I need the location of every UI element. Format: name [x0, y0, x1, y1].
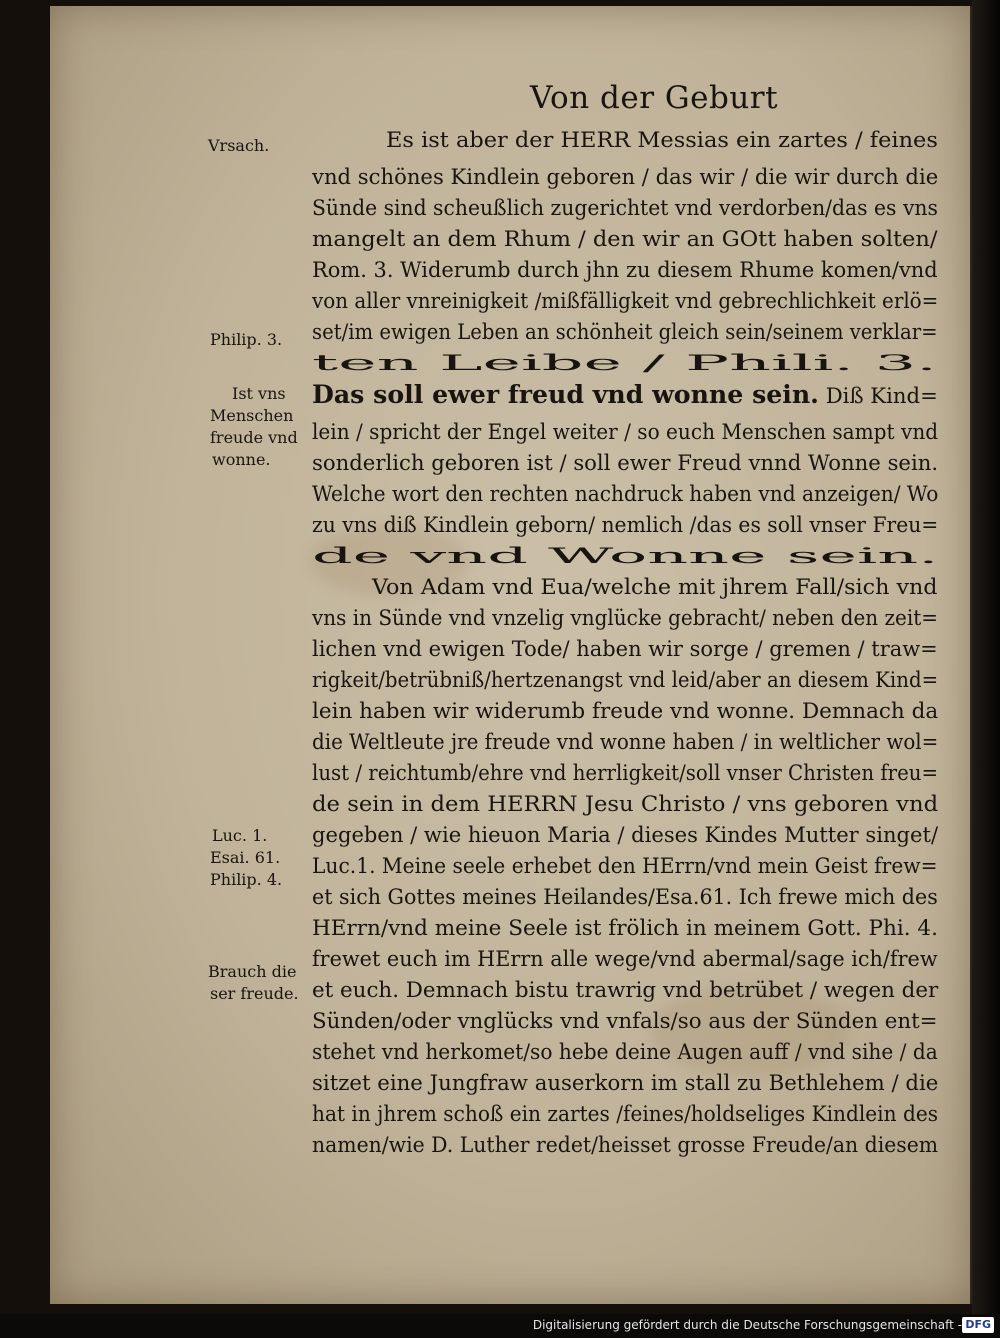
- margin-note: freude vnd: [210, 428, 298, 447]
- body-line: Luc.1. Meine seele erhebet den HErrn/vnd mein Geist frew=: [312, 854, 938, 878]
- section-heading: Das soll ewer freud vnd wonne sein.: [312, 380, 819, 409]
- dfg-logo: DFG: [962, 1317, 994, 1333]
- body-line: hat in jhrem schoß ein zartes /feines/holdseliges Kindlein des: [312, 1102, 939, 1126]
- body-line: stehet vnd herkomet/so hebe deine Augen auff / vnd sihe / da: [312, 1040, 938, 1064]
- body-line: lichen vnd ewigen Tode/ haben wir sorge / gremen / traw=: [312, 637, 938, 661]
- body-line: et euch. Demnach bistu trawrig vnd betrübet / wegen der: [312, 978, 939, 1002]
- margin-note: Ist vns: [232, 384, 286, 403]
- margin-note: Menschen: [210, 406, 294, 425]
- running-header: Von der Geburt: [530, 80, 779, 116]
- body-line: Es ist aber der HERR Messias ein zartes / feines: [386, 128, 938, 152]
- margin-note: Brauch die: [208, 962, 297, 981]
- margin-note: wonne.: [212, 450, 271, 469]
- margin-note: Philip. 3.: [210, 330, 283, 349]
- body-line: mangelt an dem Rhum / den wir an GOtt haben solten/: [312, 227, 938, 251]
- section-heading-rest: Diß Kind=: [825, 384, 938, 408]
- body-line: von aller vnreinigkeit /mißfälligkeit vnd gebrechlichkeit erlö=: [312, 289, 939, 313]
- body-line: lein / spricht der Engel weiter / so euch Menschen sampt vnd: [312, 420, 939, 444]
- section-heading-line: [312, 380, 938, 409]
- body-line: sonderlich geboren ist / soll ewer Freud vnnd Wonne sein.: [312, 451, 939, 475]
- body-line: namen/wie D. Luther redet/heisset grosse Freude/an diesem: [312, 1133, 939, 1157]
- body-line: lein haben wir widerumb freude vnd wonne. Demnach da: [312, 699, 939, 723]
- body-line: die Weltleute jre freude vnd wonne haben / in weltlicher wol=: [312, 730, 939, 754]
- body-line: sitzet eine Jungfraw auserkorn im stall zu Bethlehem / die: [312, 1071, 939, 1095]
- body-line: vns in Sünde vnd vnzelig vnglücke gebracht/ neben den zeit=: [312, 606, 939, 630]
- body-line: Rom. 3. Widerumb durch jhn zu diesem Rhume komen/vnd: [312, 258, 938, 282]
- margin-note: Philip. 4.: [210, 870, 283, 889]
- body-line: ten Leibe / Phili. 3.: [312, 351, 937, 375]
- body-line: HErrn/vnd meine Seele ist frölich in meinem Gott. Phi. 4.: [312, 916, 938, 940]
- margin-note: Esai. 61.: [210, 848, 281, 867]
- body-line: zu vns diß Kindlein geborn/ nemlich /das es soll vnser Freu=: [312, 513, 939, 537]
- page-edge: [972, 0, 1000, 1314]
- digitization-footer: [0, 1314, 1000, 1338]
- body-line: Sünde sind scheußlich zugerichtet vnd verdorben/das es vns: [312, 196, 938, 220]
- body-line: Sünden/oder vnglücks vnd vnfals/so aus der Sünden ent=: [312, 1009, 938, 1033]
- margin-note: ser freude.: [210, 984, 299, 1003]
- footer-credit: Digitalisierung gefördert durch die Deutsche Forschungsgemeinschaft -: [532, 1318, 962, 1332]
- body-line: Welche wort den rechten nachdruck haben vnd anzeigen/ Wo: [312, 482, 939, 506]
- body-line: frewet euch im HErrn alle wege/vnd abermal/sage ich/frew: [312, 947, 938, 971]
- body-line: vnd schönes Kindlein geboren / das wir / die wir durch die: [312, 165, 939, 189]
- margin-note: Luc. 1.: [212, 826, 268, 845]
- body-line: de sein in dem HERRN Jesu Christo / vns geboren vnd: [312, 792, 939, 816]
- margin-note: Vrsach.: [208, 136, 270, 155]
- body-line: set/im ewigen Leben an schönheit gleich sein/seinem verklar=: [312, 320, 938, 344]
- body-line: de vnd Wonne sein.: [312, 544, 939, 568]
- body-line: rigkeit/betrübniß/hertzenangst vnd leid/aber an diesem Kind=: [312, 668, 939, 692]
- body-line: Von Adam vnd Eua/welche mit jhrem Fall/sich vnd: [372, 575, 938, 599]
- body-line: et sich Gottes meines Heilandes/Esa.61. Ich frewe mich des: [312, 885, 938, 909]
- body-line: gegeben / wie hieuon Maria / dieses Kindes Mutter singet/: [312, 823, 939, 847]
- body-line: lust / reichtumb/ehre vnd herrligkeit/soll vnser Christen freu=: [312, 761, 939, 785]
